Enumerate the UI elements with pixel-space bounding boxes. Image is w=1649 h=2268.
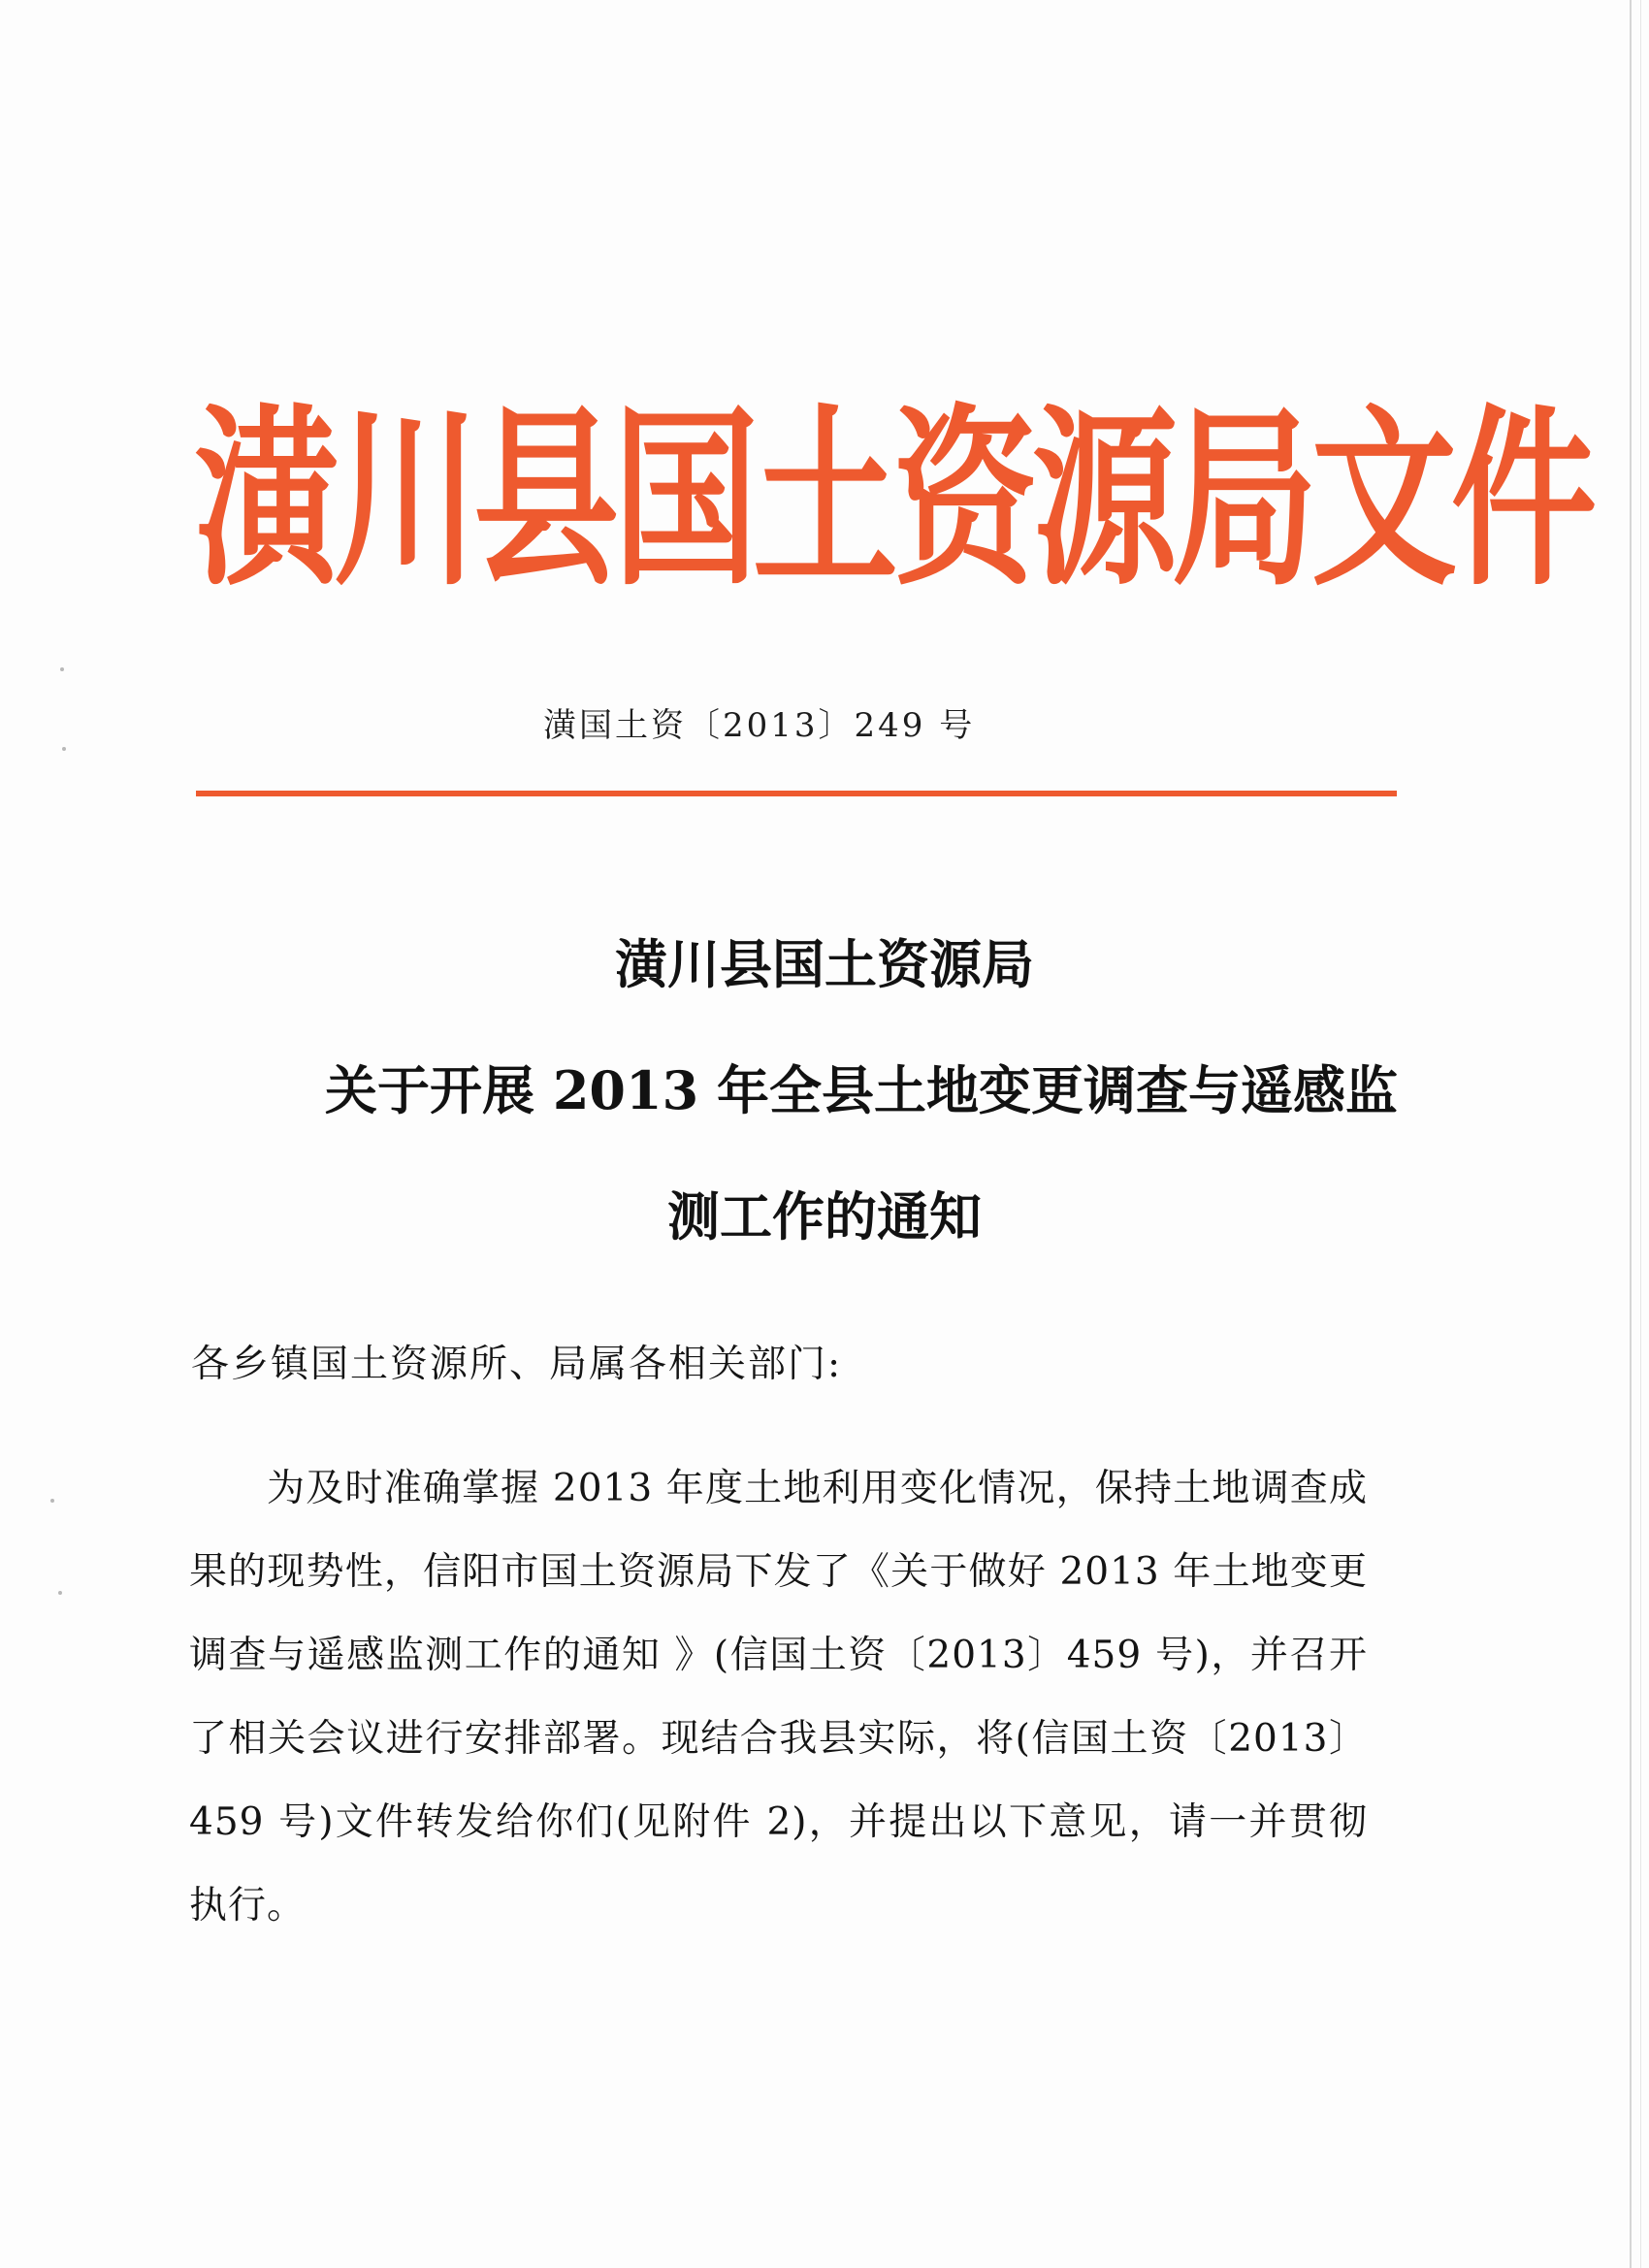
scan-edge <box>1630 0 1632 2268</box>
notice-title-line-2: 关于开展 2013 年全县土地变更调查与遥感监 <box>325 1059 1398 1121</box>
red-separator-line <box>196 791 1397 796</box>
document-number: 潢国土资〔2013〕249 号 <box>543 706 976 745</box>
salutation: 各乡镇国土资源所、局属各相关部门: <box>191 1343 843 1386</box>
body-paragraph: 为及时准确掌握 2013 年度土地利用变化情况，保持土地调查成果的现势性，信阳市国土资源局下发了《关于做好 2013 年土地变更调查与遥感监测工作的通知 》(信国土资〔2013〕459 号)，并召开了相关会议进行安排部署。现结合我县实际，将(信国土资〔2013〕459 号)文件转发给你们(见附件 2)，并提出以下意见，请一并贯彻执行。 <box>189 1467 1368 1928</box>
issuing-authority-header: 潢川县国土资源局文件 <box>194 386 1592 613</box>
scan-speck <box>60 667 64 671</box>
scan-speck <box>58 1591 62 1595</box>
notice-title-line-1: 潢川县国土资源局 <box>615 933 1034 995</box>
scan-edge-secondary <box>1640 0 1641 2268</box>
scan-speck <box>62 747 66 751</box>
notice-title-line-3: 测工作的通知 <box>667 1185 982 1247</box>
scan-speck <box>50 1499 54 1503</box>
